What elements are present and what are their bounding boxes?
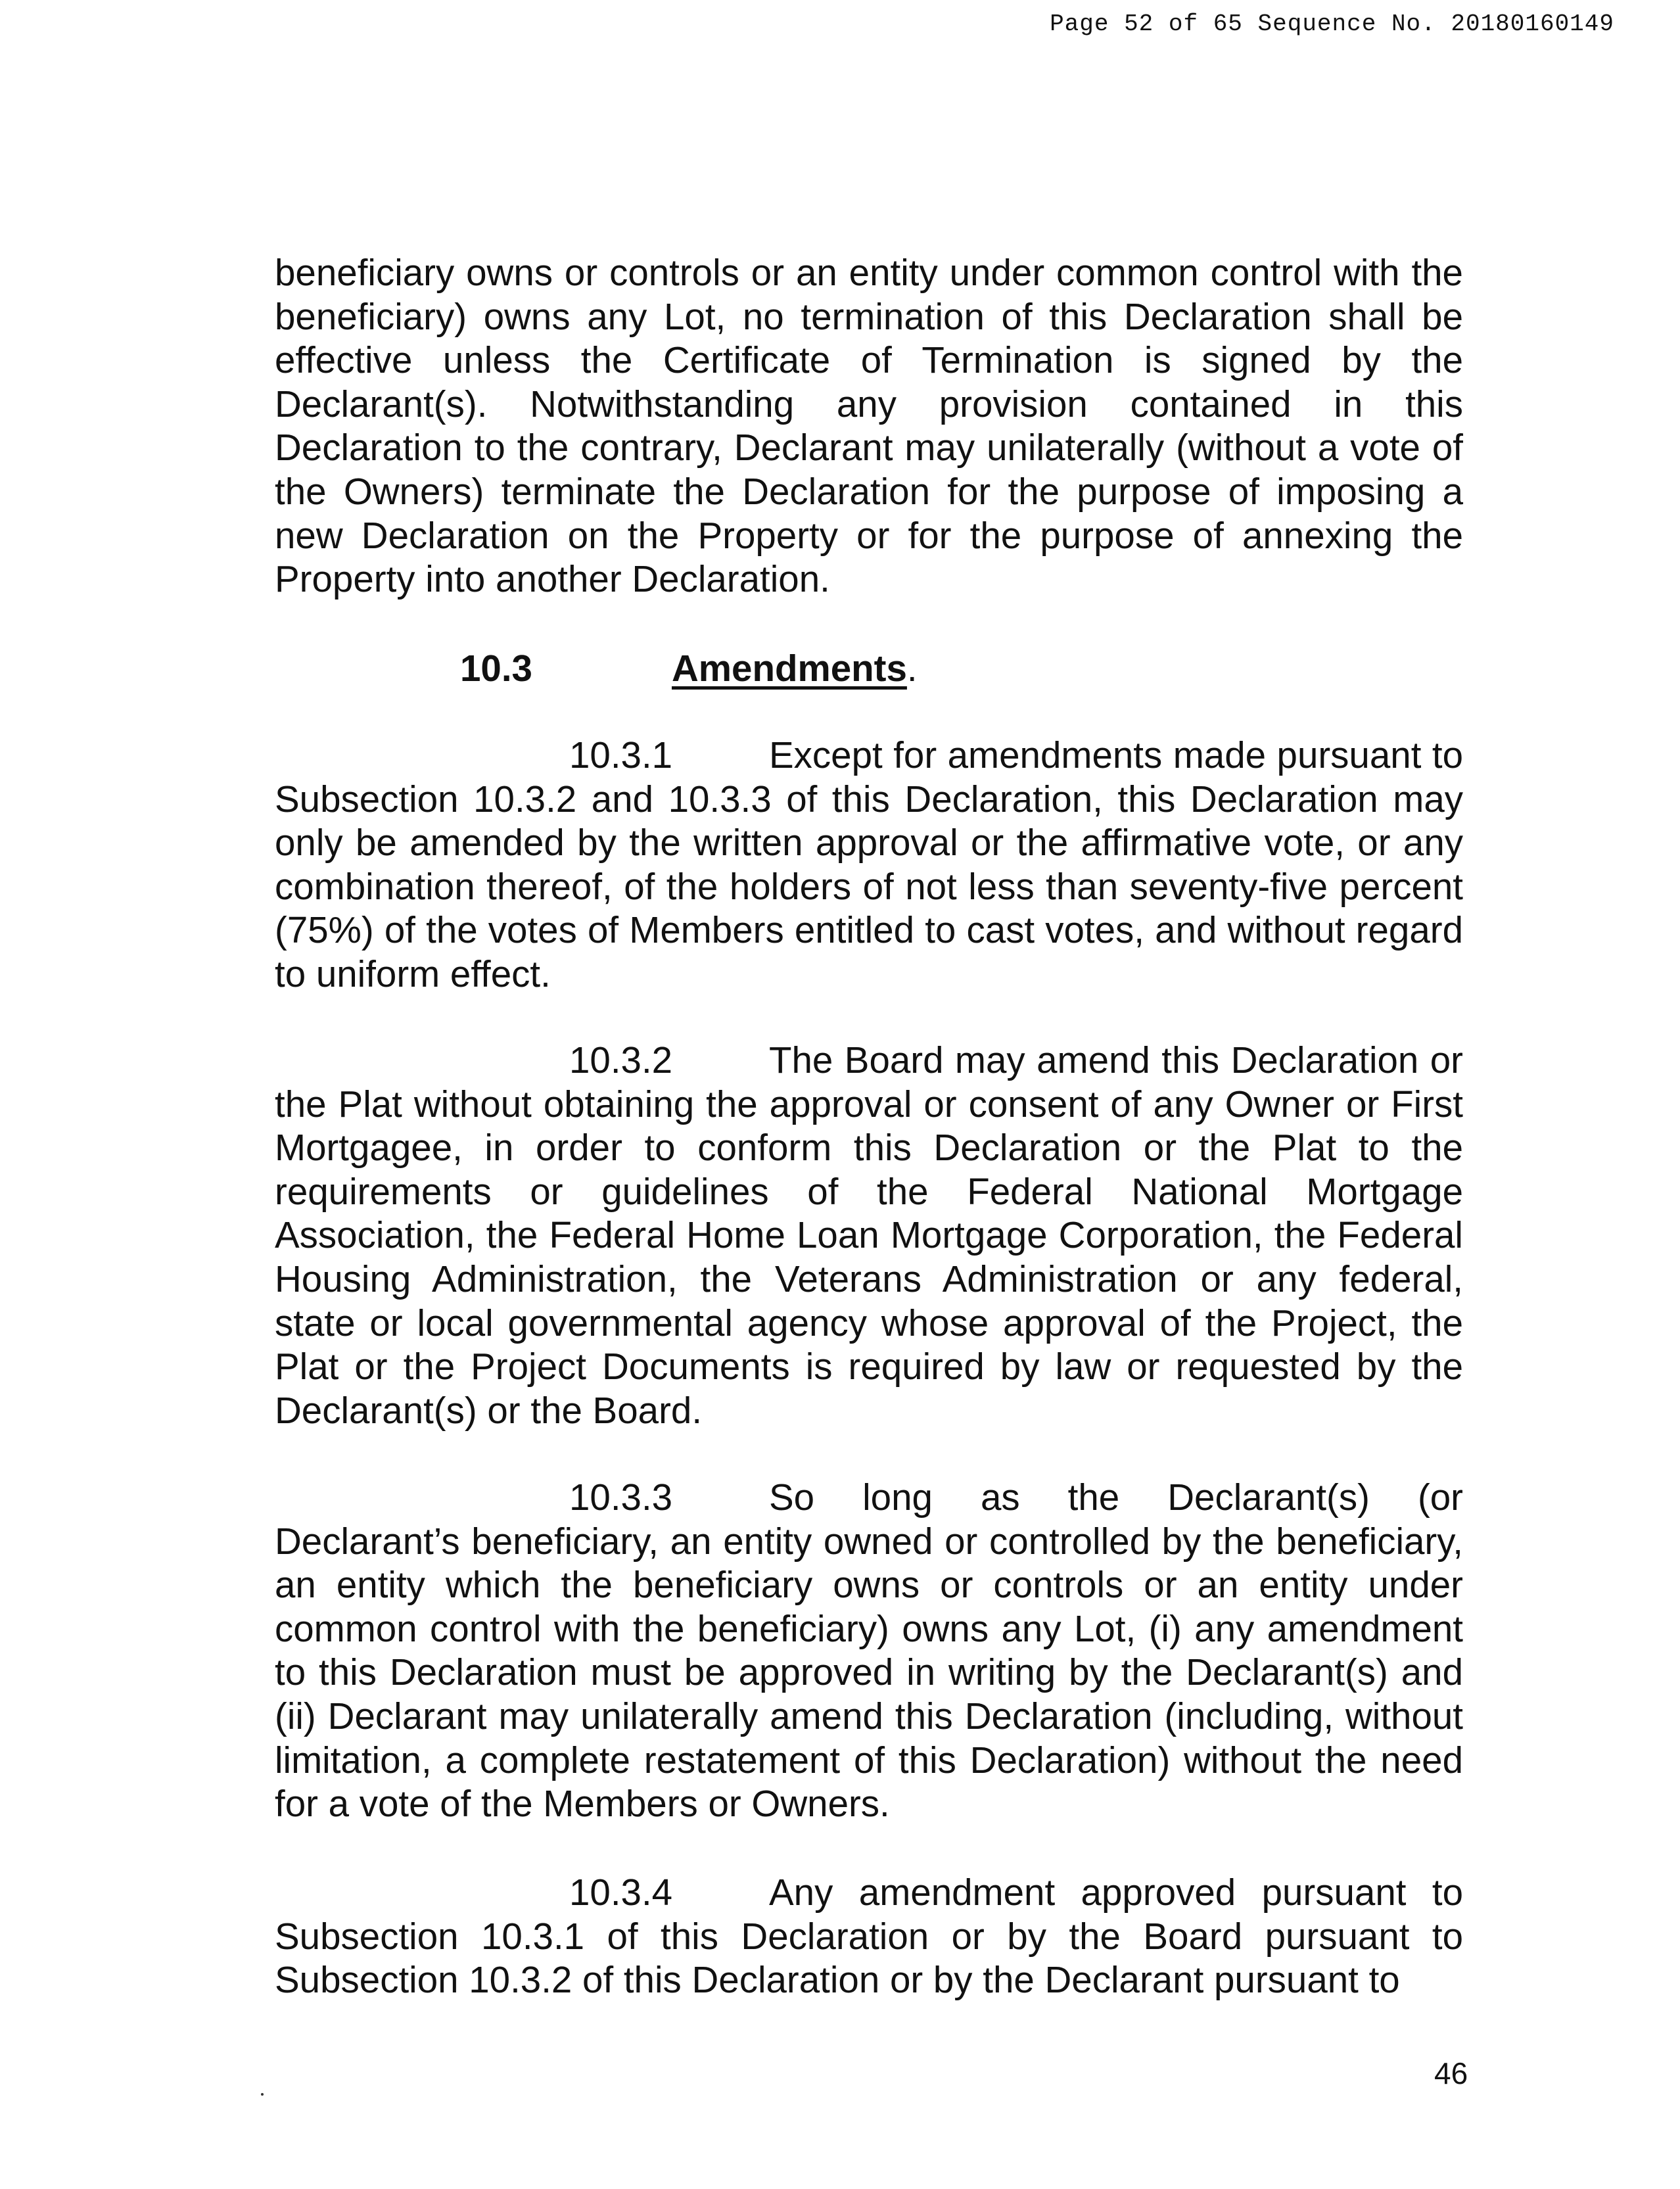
subsection-10-3-1 (275, 734, 1463, 997)
subsection-text: Any amendment approved pursuant to Subsection 10.3.1 of this Declaration or by the Board pursuant to Subsection 10.3.2 of this Declaration or by the Declarant pursuant to (275, 1871, 1463, 2001)
subsection-text: So long as the Declarant(s) (or Declarant’s beneficiary, an entity owned or controlled by the beneficiary, an entity which the beneficiary owns or controls or an entity under common control with the beneficiary) owns any Lot, (i) any amendment to this Declaration must be approved in writing by the Declarant(s) and (ii) Declarant may unilaterally amend this Declaration (including, without limitation, a complete restatement of this Declaration) without the need for a vote of the Members or Owners. (275, 1476, 1463, 1825)
page-number: 46 (1434, 2056, 1468, 2090)
subsection-number: 10.3.2 (569, 1039, 673, 1081)
subsection-number: 10.3.4 (569, 1871, 673, 1913)
continuation-paragraph: beneficiary owns or controls or an entity under common control with the beneficiary) owns any Lot, no termination of this Declaration shall be effective unless the Certificate of Termination is signed by the Declarant(s). Notwithstanding any provision contained in this Declaration to the contrary, Declarant may unilaterally (without a vote of the Owners) terminate the Declaration for the purpose of imposing a new Declaration on the Property or for the purpose of annexing the Property into another Declaration. (275, 252, 1463, 600)
page-sequence-header: Page 52 of 65 Sequence No. 20180160149 (1050, 11, 1614, 37)
scan-speck (261, 2093, 264, 2096)
subsection-number: 10.3.1 (569, 734, 673, 776)
section-title-punctuation: . (906, 647, 918, 689)
section-title: Amendments (672, 647, 907, 689)
subsection-text: Except for amendments made pursuant to Subsection 10.3.2 and 10.3.3 of this Declaration, this Declaration may only be amended by the written approval or the affirmative vote, or any combination thereof, of the holders of not less than seventy-five percent (75%) of the votes of Members entitled to cast votes, and without regard to uniform effect. (275, 734, 1463, 995)
section-number: 10.3 (460, 647, 532, 689)
subsection-number: 10.3.3 (569, 1476, 673, 1518)
section-heading (460, 647, 918, 690)
subsection-10-3-3 (275, 1476, 1463, 1826)
subsection-text: The Board may amend this Declaration or the Plat without obtaining the approval or consent of any Owner or First Mortgagee, in order to conform this Declaration or the Plat to the requirements or guidelines of the Federal National Mortgage Association, the Federal Home Loan Mortgage Corporation, the Federal Housing Administration, the Veterans Administration or any federal, state or local governmental agency whose approval of the Project, the Plat or the Project Documents is required by law or requested by the Declarant(s) or the Board. (275, 1039, 1463, 1431)
subsection-10-3-2 (275, 1039, 1463, 1432)
subsection-10-3-4 (275, 1871, 1463, 2002)
